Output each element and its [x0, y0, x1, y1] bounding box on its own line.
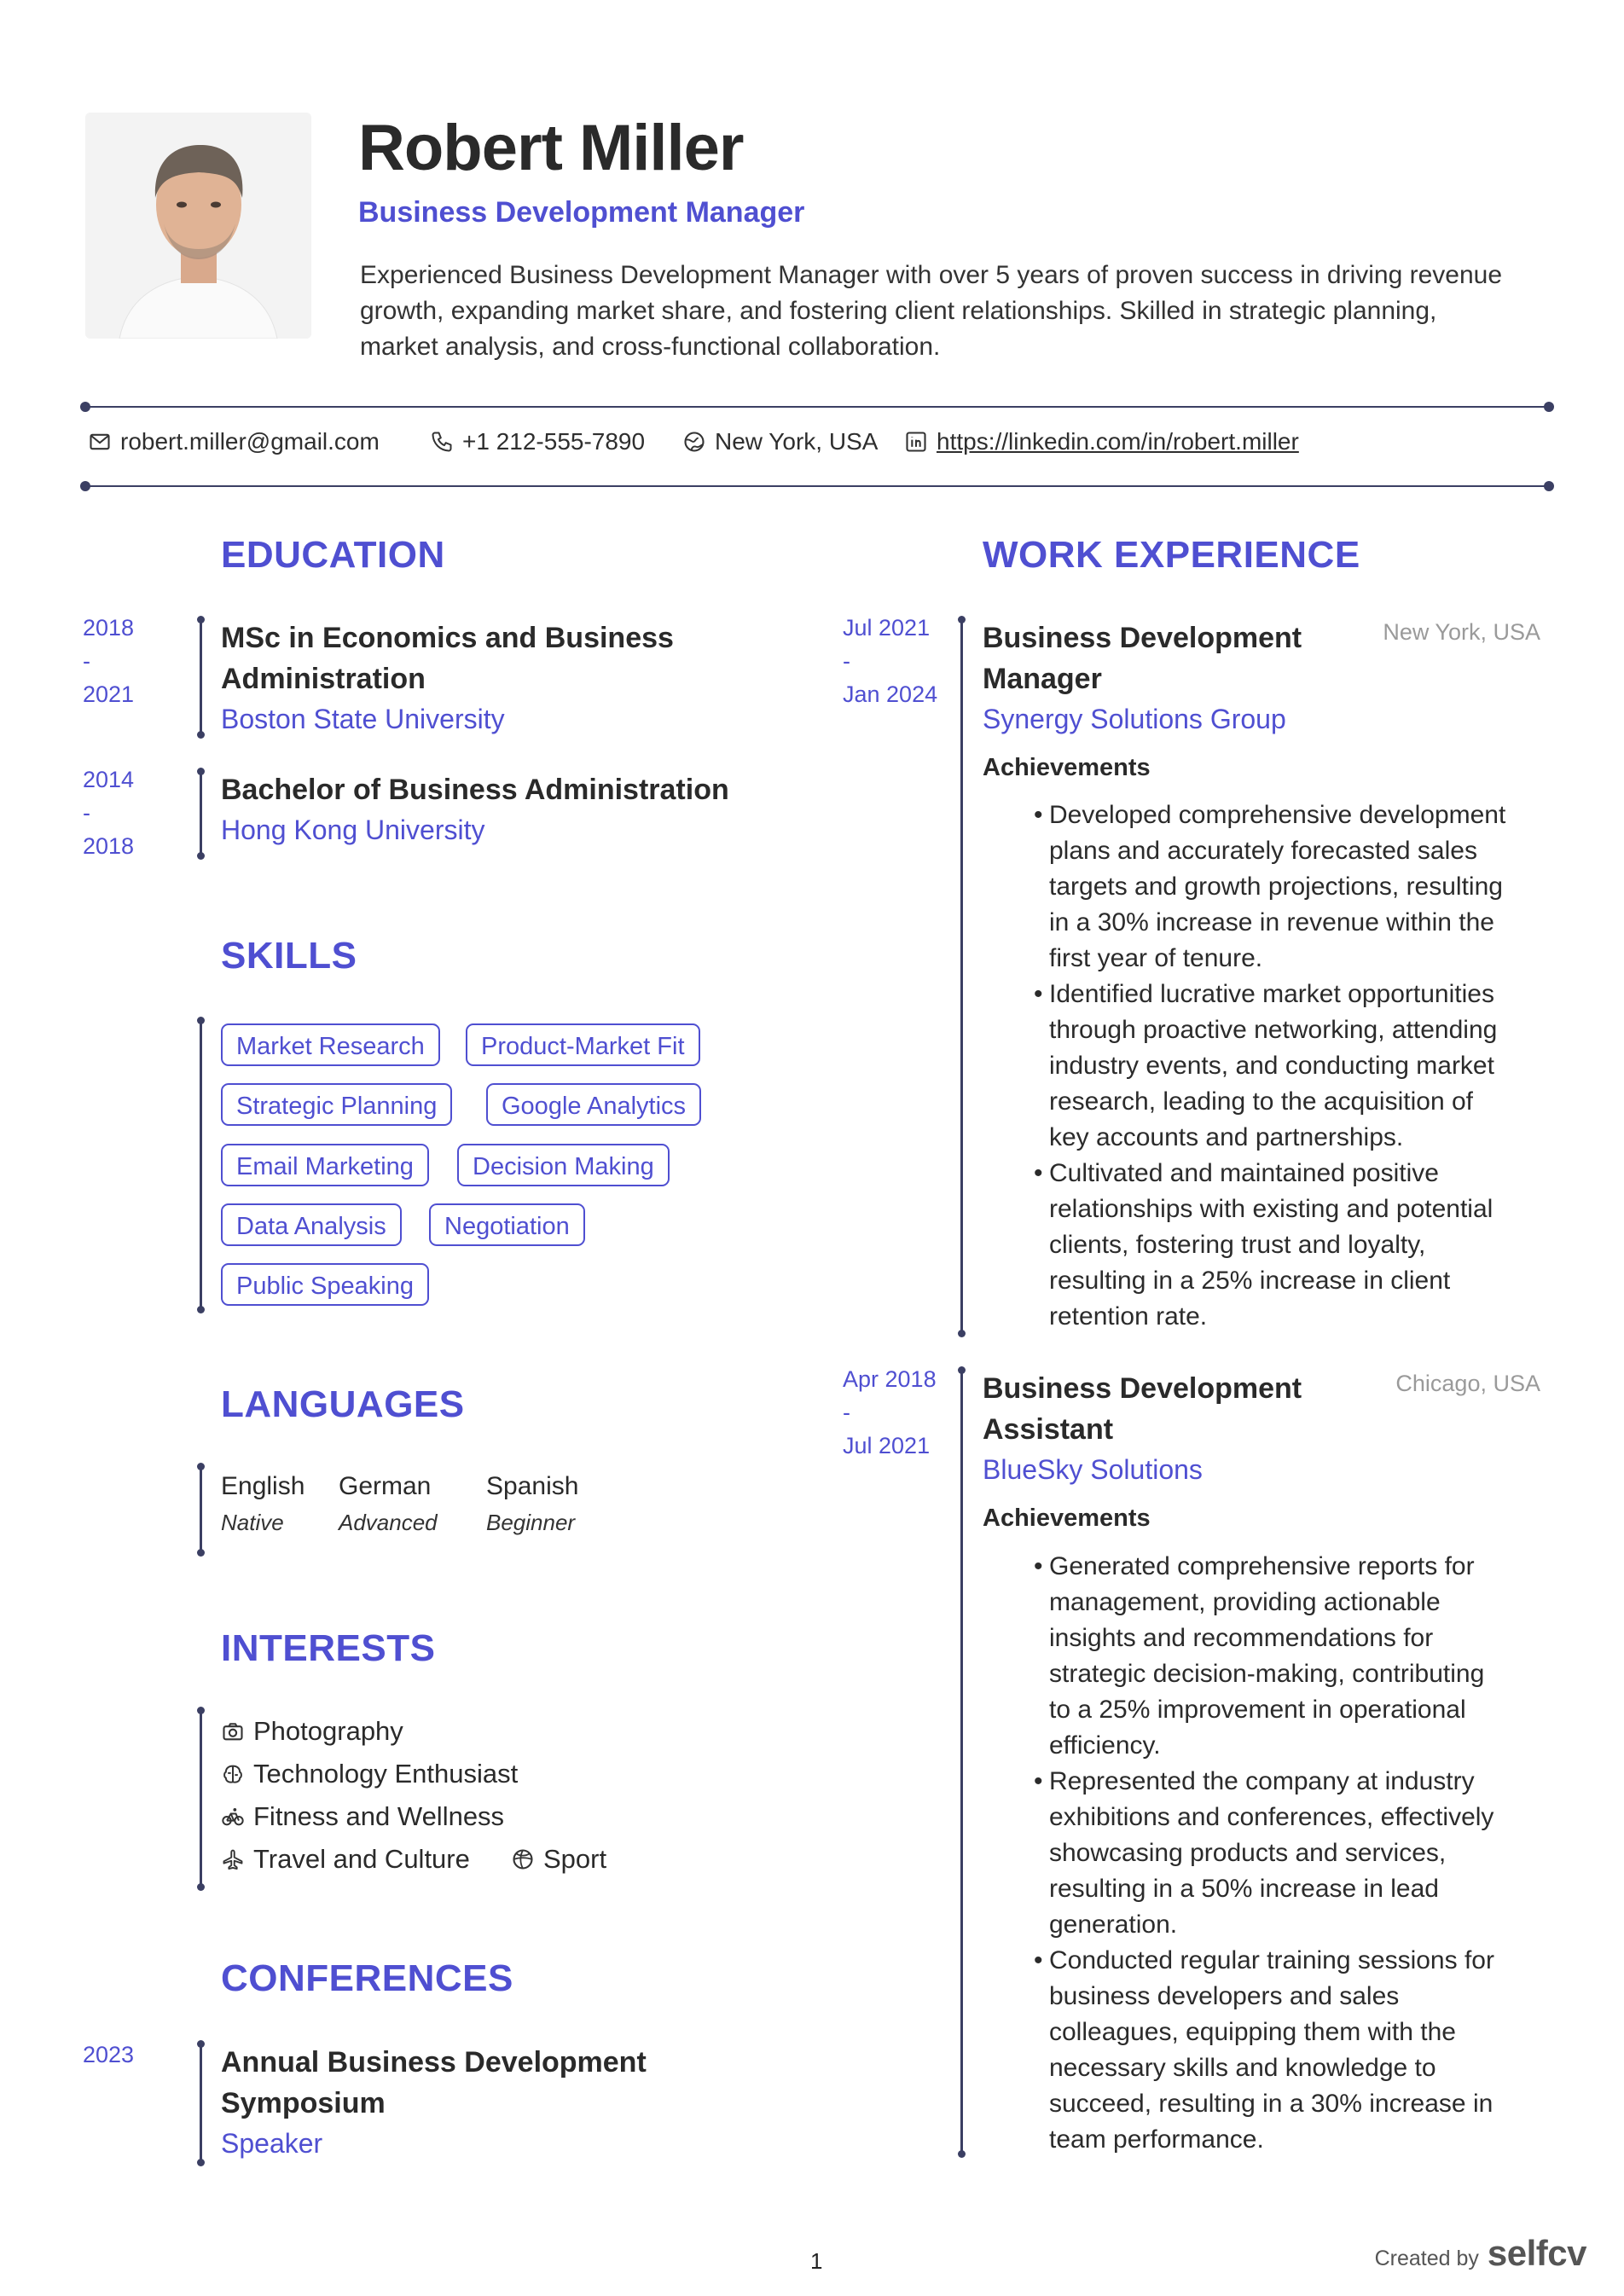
skills-heading: SKILLS [221, 935, 357, 977]
edu1-degree-line2: Administration [221, 663, 426, 695]
contact-email[interactable] [88, 428, 380, 455]
languages-timeline [200, 1466, 202, 1553]
job1-bullets [1035, 797, 1547, 1335]
job2-end: Jul 2021 [843, 1433, 931, 1458]
edu2-sep: - [83, 800, 90, 826]
linkedin-link[interactable]: https://linkedin.com/in/robert.miller [937, 428, 1299, 455]
edu2-dates [83, 763, 134, 863]
job2-title-line2: Assistant [983, 1413, 1114, 1446]
ball-icon [511, 1847, 535, 1871]
edu2-degree: Bachelor of Business Administration [221, 774, 729, 806]
job1-start: Jul 2021 [843, 615, 931, 641]
skills-timeline [200, 1020, 202, 1310]
job1-title-line2: Manager [983, 663, 1102, 695]
contact-linkedin[interactable] [904, 428, 1299, 455]
job2-location: Chicago, USA [1395, 1371, 1540, 1396]
linkedin-icon [904, 430, 928, 454]
language-name: German [339, 1472, 432, 1500]
edu1-entry [221, 617, 674, 739]
email-text: robert.miller@gmail.com [120, 428, 380, 455]
edu1-timeline [200, 619, 202, 735]
profile-summary: Experienced Business Development Manager with over 5 years of proven success in driving revenue growth, expanding market share, and fostering client relationships. Skilled in strategic planning, market analysis, and cross-functional collaboration. [360, 261, 1503, 361]
conference-role: Speaker [221, 2128, 323, 2159]
job2-title-line1: Business Development [983, 1372, 1302, 1405]
job2-dates [843, 1363, 937, 1463]
interests-timeline [200, 1710, 202, 1887]
job1-sep: - [843, 648, 850, 674]
bullet: • Conducted regular training sessions for business developers and sales colleagues, equipping them with the necessary skills and knowledge to succeed, resulting in a 30% increase in team performance. [1035, 1943, 1547, 2158]
interest-label: Sport [543, 1844, 607, 1874]
job2-company: BlueSky Solutions [983, 1454, 1203, 1485]
globe-icon [682, 430, 706, 454]
mail-icon [88, 430, 112, 454]
edu2-entry [221, 769, 729, 849]
candidate-title: Business Development Manager [358, 196, 805, 229]
divider-top [85, 406, 1549, 408]
contact-phone[interactable] [430, 428, 645, 455]
job1-timeline [960, 619, 963, 1334]
conference-entry [221, 2042, 647, 2163]
interests-heading: INTERESTS [221, 1627, 436, 1669]
skill-chip: Email Marketing [221, 1144, 429, 1186]
created-by-label: Created by [1374, 2247, 1479, 2270]
created-by[interactable] [1375, 2233, 1586, 2274]
location-text: New York, USA [715, 428, 879, 455]
bullet: • Generated comprehensive reports for management, providing actionable insights and recommendations for strategic decision-making, contributing to a 25% improvement in operational efficiency. [1035, 1549, 1547, 1764]
job2-achievements-label: Achievements [983, 1505, 1151, 1532]
interest-item [221, 1759, 518, 1789]
language-item [486, 1472, 578, 1536]
job2-bullets [1035, 1549, 1547, 2158]
skill-chip: Decision Making [457, 1144, 670, 1186]
language-level: Beginner [486, 1510, 576, 1535]
contact-location [682, 428, 878, 455]
camera-icon [221, 1719, 245, 1743]
edu2-end: 2018 [83, 833, 135, 859]
bullet: • Developed comprehensive development plans and accurately forecasted sales targets and growth projections, resulting in a 30% increase in revenue within the first year of tenure. [1035, 797, 1547, 977]
brain-icon [221, 1762, 245, 1786]
skill-chip: Strategic Planning [221, 1083, 452, 1126]
work-heading: WORK EXPERIENCE [983, 534, 1360, 576]
language-level: Native [221, 1510, 284, 1535]
edu2-timeline [200, 771, 202, 856]
profile-photo [85, 113, 311, 339]
interest-label: Travel and Culture [253, 1844, 470, 1874]
languages-heading: LANGUAGES [221, 1383, 465, 1425]
edu2-school: Hong Kong University [221, 815, 485, 845]
interest-item [221, 1716, 403, 1747]
divider-bottom [85, 485, 1549, 487]
job2-title [983, 1368, 1302, 1489]
edu1-degree-line1: MSc in Economics and Business [221, 622, 674, 654]
page-number: 1 [810, 2248, 823, 2274]
language-item [339, 1472, 438, 1536]
interest-label: Photography [253, 1716, 403, 1746]
skill-chip: Product-Market Fit [466, 1023, 700, 1066]
phone-text: +1 212-555-7890 [462, 428, 646, 455]
conference-name-line2: Symposium [221, 2087, 386, 2119]
language-level: Advanced [339, 1510, 438, 1535]
edu1-sep: - [83, 648, 90, 674]
skill-chip: Public Speaking [221, 1263, 429, 1306]
edu1-end: 2021 [83, 681, 135, 707]
brand-logo: selfcv [1487, 2233, 1586, 2273]
interest-label: Technology Enthusiast [253, 1759, 519, 1789]
bullet: • Represented the company at industry exhibitions and conferences, effectively showcasing products and services, resulting in a 50% increase in lead generation. [1035, 1764, 1547, 1943]
bicycle-icon [221, 1805, 245, 1829]
job2-timeline [960, 1370, 963, 2154]
interest-label: Fitness and Wellness [253, 1801, 505, 1831]
job1-achievements-label: Achievements [983, 754, 1151, 781]
edu1-school: Boston State University [221, 704, 505, 734]
plane-icon [221, 1847, 245, 1871]
job1-company: Synergy Solutions Group [983, 704, 1286, 734]
interest-item [221, 1801, 504, 1832]
job2-start: Apr 2018 [843, 1366, 937, 1392]
conference-year: 2023 [83, 2042, 135, 2067]
job1-location: New York, USA [1383, 619, 1540, 645]
language-name: English [221, 1472, 305, 1500]
edu2-start: 2014 [83, 767, 135, 792]
bullet: • Identified lucrative market opportunities through proactive networking, attending industry events, and conducting market research, leading to the acquisition of key accounts and partnerships. [1035, 977, 1547, 1156]
phone-icon [430, 430, 454, 454]
skill-chip: Data Analysis [221, 1203, 402, 1246]
bullet: • Cultivated and maintained positive relationships with existing and potential clients, fostering trust and loyalty, resulting in a 25% increase in client retention rate. [1035, 1156, 1547, 1335]
edu1-start: 2018 [83, 615, 135, 641]
language-item [221, 1472, 304, 1536]
interest-item [221, 1844, 470, 1875]
candidate-name: Robert Miller [358, 112, 744, 184]
job1-dates [843, 612, 937, 711]
job1-end: Jan 2024 [843, 681, 938, 707]
language-name: Spanish [486, 1472, 579, 1500]
interest-item [511, 1844, 606, 1875]
skill-chip: Market Research [221, 1023, 440, 1066]
education-heading: EDUCATION [221, 534, 445, 576]
conference-timeline [200, 2044, 202, 2163]
skill-chip: Negotiation [429, 1203, 585, 1246]
conference-name-line1: Annual Business Development [221, 2046, 647, 2079]
job2-sep: - [843, 1400, 850, 1425]
skill-chip: Google Analytics [486, 1083, 701, 1126]
job1-title [983, 617, 1302, 739]
job1-title-line1: Business Development [983, 622, 1302, 654]
conferences-heading: CONFERENCES [221, 1957, 513, 1999]
edu1-dates [83, 612, 134, 711]
